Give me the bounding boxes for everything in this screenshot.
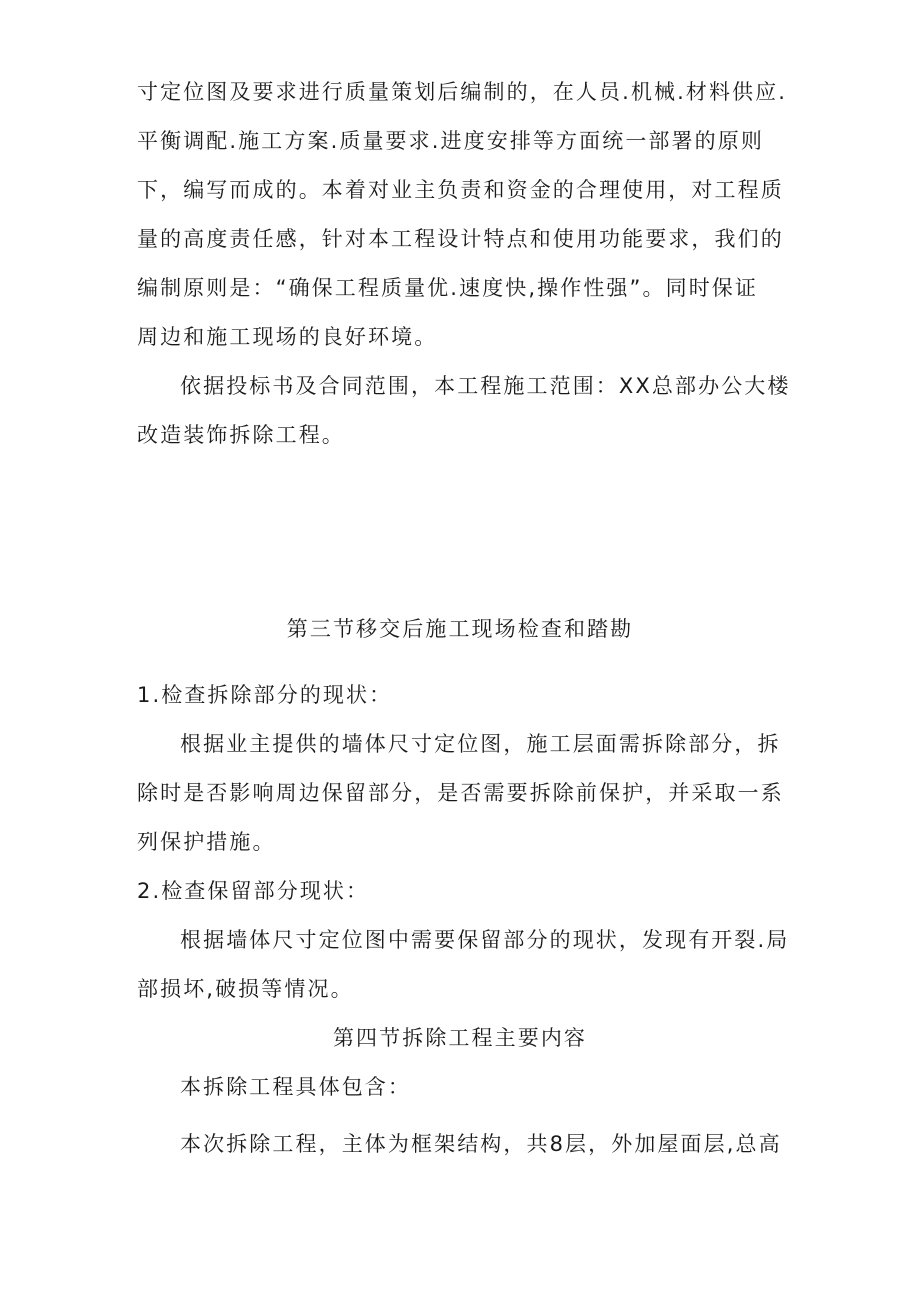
paragraph-line: 根据墙体尺寸定位图中需要保留部分的现状，发现有开裂.局 [180,928,790,952]
paragraph-line: 本次拆除工程，主体为框架结构，共8层，外加屋面层,总高 [180,1132,782,1156]
paragraph-line: 列保护措施。 [137,830,276,854]
paragraph-line: 根据业主提供的墙体尺寸定位图，施工层面需拆除部分，拆 [180,732,781,756]
paragraph-line: 寸定位图及要求进行质量策划后编制的，在人员.机械.材料供应. [137,80,788,104]
section-heading: 第四节拆除工程主要内容 [332,1026,588,1050]
paragraph-line: 周边和施工现场的良好环境。 [137,325,438,349]
list-item-heading: 1.检查拆除部分的现状： [137,683,393,707]
paragraph-line: 量的高度责任感，针对本工程设计特点和使用功能要求，我们的 [137,227,784,251]
paragraph-line: 改造装饰拆除工程。 [137,423,345,447]
section-heading: 第三节移交后施工现场检查和踏勘 [286,617,634,641]
paragraph-line: 部损坏,破损等情况。 [137,977,354,1001]
paragraph-line: 本拆除工程具体包含： [180,1075,411,1099]
paragraph-line: 平衡调配.施工方案.质量要求.进度安排等方面统一部署的原则 [137,129,764,153]
paragraph-line: 下，编写而成的。本着对业主负责和资金的合理使用，对工程质 [137,178,784,202]
paragraph-line: 依据投标书及合同范围，本工程施工范围：XX总部办公大楼 [180,374,791,398]
list-item-heading: 2.检查保留部分现状： [137,879,370,903]
paragraph-line: 除时是否影响周边保留部分，是否需要拆除前保护，并采取一系 [137,781,784,805]
paragraph-line: 编制原则是：“确保工程质量优.速度快,操作性强”。同时保证 [137,276,759,300]
